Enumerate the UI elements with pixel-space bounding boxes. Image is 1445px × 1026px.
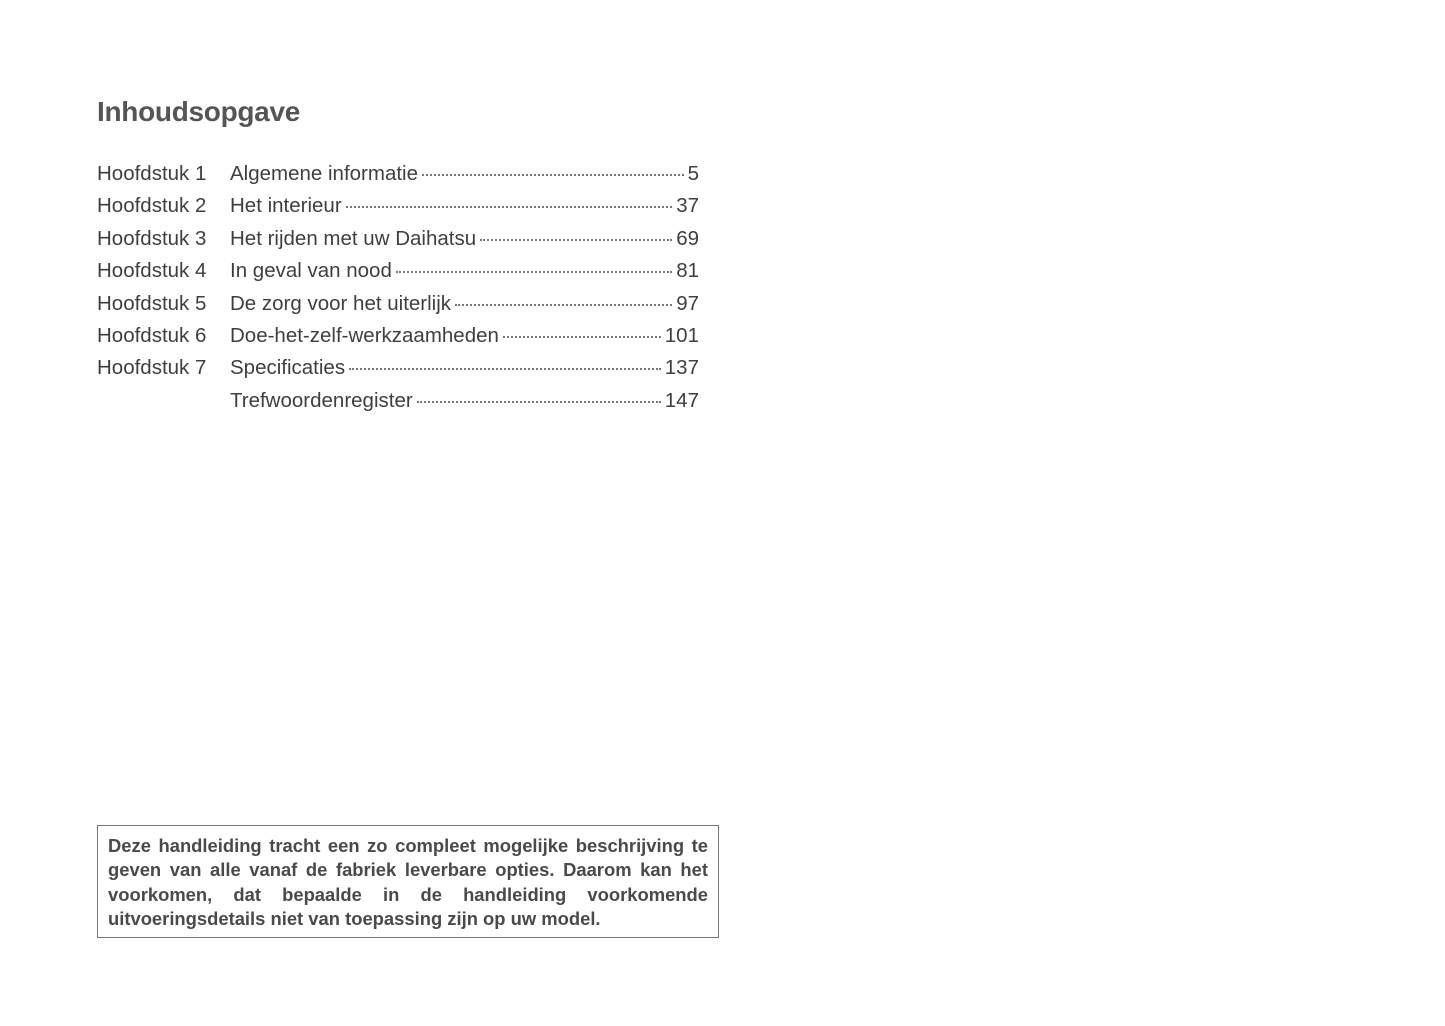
toc-page-number: 69 [676, 226, 699, 250]
table-of-contents [97, 158, 703, 417]
toc-entry [230, 255, 703, 287]
toc-dot-leader [503, 335, 661, 338]
toc-dot-leader [417, 400, 661, 403]
toc-title: De zorg voor het uiterlijk [230, 291, 452, 315]
toc-page-number: 147 [664, 388, 699, 412]
toc-dot-leader [396, 270, 672, 273]
toc-row-index[interactable] [97, 385, 703, 417]
toc-title: Het rijden met uw Daihatsu [230, 226, 477, 250]
toc-chapter-label: Hoofdstuk 7 [97, 356, 207, 380]
toc-title: Doe-het-zelf-werkzaamheden [230, 323, 499, 347]
page-title: Inhoudsopgave [97, 96, 300, 127]
toc-entry [230, 288, 703, 320]
toc-row-chapter-7[interactable] [97, 352, 703, 384]
toc-page-number: 97 [676, 291, 699, 315]
toc-dot-leader [422, 173, 684, 176]
toc-dot-leader [349, 367, 661, 370]
toc-chapter-label: Hoofdstuk 5 [97, 291, 207, 315]
toc-entry [230, 352, 703, 384]
toc-title: Specificaties [230, 356, 346, 380]
toc-row-chapter-5[interactable] [97, 288, 703, 320]
toc-title: Het interieur [230, 194, 342, 218]
toc-entry [230, 320, 703, 352]
toc-chapter-label: Hoofdstuk 1 [97, 162, 207, 185]
toc-entry [230, 190, 703, 222]
toc-dot-leader [480, 238, 672, 241]
toc-chapter-label: Hoofdstuk 4 [97, 259, 207, 283]
toc-title: Trefwoordenregister [230, 388, 413, 412]
toc-row-chapter-3[interactable] [97, 223, 703, 255]
disclaimer-notice: Deze handleiding tracht een zo compleet mogelijke beschrijving te geven van alle vanaf de fabriek leverbare opties. Daarom kan het voorkomen, dat bepaalde in de handleiding voorkomende uitvoeringsdetails niet van toepassing zijn op uw model. [97, 825, 719, 938]
toc-row-chapter-1[interactable] [97, 158, 703, 190]
toc-page-number: 81 [676, 259, 699, 283]
toc-page-number: 5 [687, 162, 699, 185]
toc-page-number: 101 [664, 323, 699, 347]
toc-title: In geval van nood [230, 259, 392, 283]
toc-chapter-label: Hoofdstuk 3 [97, 226, 207, 250]
toc-dot-leader [346, 205, 673, 208]
toc-page-number: 137 [664, 356, 699, 380]
toc-chapter-label: Hoofdstuk 2 [97, 194, 207, 218]
toc-page-number: 37 [676, 194, 699, 218]
toc-dot-leader [455, 303, 672, 306]
toc-entry [230, 158, 703, 190]
toc-row-chapter-4[interactable] [97, 255, 703, 287]
toc-title: Algemene informatie [230, 162, 419, 185]
toc-entry [230, 223, 703, 255]
toc-entry [230, 385, 703, 417]
toc-row-chapter-6[interactable] [97, 320, 703, 352]
toc-row-chapter-2[interactable] [97, 190, 703, 222]
toc-chapter-label: Hoofdstuk 6 [97, 323, 207, 347]
